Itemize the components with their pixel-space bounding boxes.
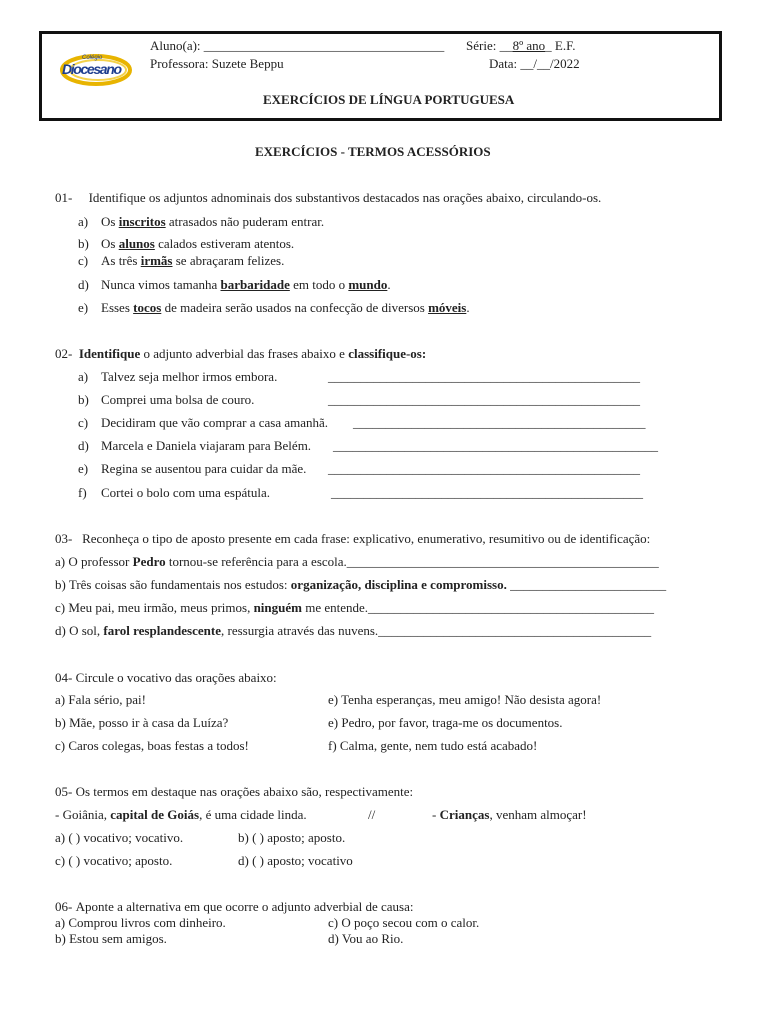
q4-prompt bbox=[55, 670, 277, 686]
q6-prompt-text: Aponte a alternativa em que ocorre o adjunto adverbial de causa: bbox=[75, 899, 414, 914]
q5-s2-post: , venham almoçar! bbox=[489, 807, 587, 822]
aluno-field bbox=[150, 38, 444, 54]
q5-s2-bold: Crianças bbox=[439, 807, 490, 822]
q4-sentence-left: a) Fala sério, pai! bbox=[55, 692, 146, 707]
aluno-label: Aluno(a): bbox=[150, 38, 201, 53]
q4-sentence-left: c) Caros colegas, boas festas a todos! bbox=[55, 738, 249, 753]
q5-option-d[interactable]: d) ( ) aposto; vocativo bbox=[238, 853, 353, 868]
q5-sentence-2 bbox=[432, 807, 587, 823]
q3-prompt bbox=[55, 531, 650, 547]
serie-suffix: E.F. bbox=[554, 38, 576, 53]
q6-number: 06- bbox=[55, 899, 73, 914]
q3-answer-blank[interactable]: ________________________________________________ bbox=[346, 554, 659, 569]
q1-highlight-1: tocos bbox=[133, 300, 162, 315]
q2-answer-blank[interactable]: _____________________________________________ bbox=[353, 415, 646, 430]
q1-item-mid: atrasados não puderam entrar. bbox=[165, 214, 325, 229]
logo-name-text: Diocesano bbox=[62, 61, 122, 77]
q1-item-letter: a) bbox=[78, 214, 89, 229]
q1-item-pre: Os bbox=[101, 236, 119, 251]
q2-item-letter: a) bbox=[78, 369, 89, 384]
q6-prompt bbox=[55, 899, 413, 915]
q3-prompt-text: Reconheça o tipo de aposto presente em cada frase: explicativo, enumerativo, resumitivo ou de identificação: bbox=[82, 531, 651, 546]
q1-highlight-2: móveis bbox=[428, 300, 467, 315]
q3-item-post: me entende. bbox=[301, 600, 369, 615]
q2-item bbox=[78, 485, 270, 501]
q6-option-c[interactable]: c) O poço secou com o calor. bbox=[328, 915, 480, 930]
q3-answer-blank[interactable]: ____________________________________________ bbox=[368, 600, 655, 615]
q2-item-text: Decidiram que vão comprar a casa amanhã. bbox=[101, 415, 329, 430]
q3-item-bold: organização, disciplina e compromisso. bbox=[290, 577, 507, 592]
q4-sentence-left: b) Mãe, posso ir à casa da Luíza? bbox=[55, 715, 229, 730]
q4-prompt-text: Circule o vocativo das orações abaixo: bbox=[75, 670, 277, 685]
q6-option-a[interactable]: a) Comprou livros com dinheiro. bbox=[55, 915, 226, 930]
q2-item-letter: c) bbox=[78, 415, 89, 430]
q1-item-letter: c) bbox=[78, 253, 89, 268]
q2-answer-blank[interactable]: ________________________________________________ bbox=[328, 392, 640, 407]
data-label: Data: bbox=[489, 56, 518, 71]
professora-text: Professora: Suzete Beppu bbox=[150, 56, 284, 71]
q1-highlight-1: irmãs bbox=[140, 253, 173, 268]
q1-item bbox=[78, 277, 391, 293]
q1-item-mid: de madeira serão usados na confecção de diversos bbox=[161, 300, 429, 315]
q2-bold-1: Identifique bbox=[78, 346, 141, 361]
q1-number: 01- bbox=[55, 190, 73, 205]
serie-value: 8º ano bbox=[512, 38, 546, 53]
q2-answer-blank[interactable]: ________________________________________________ bbox=[331, 485, 643, 500]
q3-answer-blank[interactable]: ________________________ bbox=[510, 577, 667, 592]
q4-sentence-right: e) Tenha esperanças, meu amigo! Não desista agora! bbox=[328, 692, 602, 707]
q1-item-pre: As três bbox=[101, 253, 141, 268]
q1-item-pre: Esses bbox=[101, 300, 134, 315]
q5-s1-bold: capital de Goiás bbox=[110, 807, 200, 822]
q5-sentence-1 bbox=[55, 807, 307, 823]
q2-item bbox=[78, 392, 254, 408]
q2-item-letter: e) bbox=[78, 461, 89, 476]
q1-item bbox=[78, 236, 294, 252]
q1-highlight-1: inscritos bbox=[118, 214, 166, 229]
q3-item-bold: Pedro bbox=[132, 554, 166, 569]
q3-item-bold: ninguém bbox=[253, 600, 302, 615]
q3-item-post: tornou-se referência para a escola. bbox=[165, 554, 347, 569]
q3-item-post: , ressurgia através das nuvens. bbox=[220, 623, 379, 638]
q5-prompt bbox=[55, 784, 413, 800]
serie-field: Série: __8º ano_ E.F. bbox=[466, 38, 576, 53]
q2-item-text: Comprei uma bolsa de couro. bbox=[101, 392, 255, 407]
q1-item-letter: b) bbox=[78, 236, 89, 251]
q3-item bbox=[55, 554, 659, 570]
q2-answer-blank[interactable]: ________________________________________________ bbox=[328, 369, 640, 384]
q6-option-d[interactable]: d) Vou ao Rio. bbox=[328, 931, 404, 946]
q1-highlight-1: alunos bbox=[118, 236, 155, 251]
page-title: EXERCÍCIOS DE LÍNGUA PORTUGUESA bbox=[263, 92, 515, 107]
q2-answer-blank[interactable]: ________________________________________________ bbox=[328, 461, 640, 476]
q2-item-text: Cortei o bolo com uma espátula. bbox=[101, 485, 270, 500]
subtitle: EXERCÍCIOS - TERMOS ACESSÓRIOS bbox=[255, 144, 491, 159]
q2-item-letter: d) bbox=[78, 438, 89, 453]
q1-highlight-1: barbaridade bbox=[220, 277, 290, 292]
q3-number: 03- bbox=[55, 531, 73, 546]
q1-item-mid: em todo o bbox=[289, 277, 349, 292]
q5-s2-pre: - bbox=[432, 807, 440, 822]
q1-item bbox=[78, 300, 470, 316]
q5-option-c[interactable]: c) ( ) vocativo; aposto. bbox=[55, 853, 173, 868]
q1-item-mid: calados estiveram atentos. bbox=[154, 236, 295, 251]
q1-item-post: . bbox=[466, 300, 470, 315]
q2-item bbox=[78, 438, 311, 454]
data-field bbox=[489, 56, 580, 72]
q2-item-text: Talvez seja melhor irmos embora. bbox=[101, 369, 278, 384]
q1-item-post: . bbox=[387, 277, 391, 292]
q5-separator: // bbox=[368, 807, 376, 822]
q1-item bbox=[78, 214, 324, 230]
q1-item-letter: e) bbox=[78, 300, 89, 315]
data-value: __/__/2022 bbox=[520, 56, 580, 71]
q5-option-a[interactable]: a) ( ) vocativo; vocativo. bbox=[55, 830, 184, 845]
q3-item bbox=[55, 623, 651, 639]
q2-prompt bbox=[55, 346, 426, 362]
q3-item bbox=[55, 600, 654, 616]
q4-sentence-right: f) Calma, gente, nem tudo está acabado! bbox=[328, 738, 538, 753]
q1-item bbox=[78, 253, 284, 269]
q2-bold-2: classifique-os: bbox=[348, 346, 427, 361]
school-logo bbox=[58, 48, 132, 88]
q3-item-pre: b) Três coisas são fundamentais nos estudos: bbox=[55, 577, 291, 592]
aluno-blank: _____________________________________ bbox=[203, 38, 445, 53]
q1-highlight-2: mundo bbox=[348, 277, 388, 292]
q2-item-letter: b) bbox=[78, 392, 89, 407]
q1-item-pre: Os bbox=[101, 214, 119, 229]
q1-item-pre: Nunca vimos tamanha bbox=[101, 277, 221, 292]
q2-item-text: Marcela e Daniela viajaram para Belém. bbox=[101, 438, 312, 453]
q2-item bbox=[78, 461, 306, 477]
q5-s1-post: , é uma cidade linda. bbox=[199, 807, 307, 822]
q2-prompt-mid: o adjunto adverbial das frases abaixo e bbox=[140, 346, 349, 361]
q4-sentence-right: e) Pedro, por favor, traga-me os documentos. bbox=[328, 715, 563, 730]
logo-small-text: Colégio bbox=[82, 55, 103, 61]
q1-prompt-text: Identifique os adjuntos adnominais dos substantivos destacados nas orações abaixo, circulando-os. bbox=[88, 190, 602, 205]
q2-item-letter: f) bbox=[78, 485, 87, 500]
q3-answer-blank[interactable]: __________________________________________ bbox=[378, 623, 652, 638]
q1-item-mid: se abraçaram felizes. bbox=[172, 253, 285, 268]
q2-item bbox=[78, 369, 277, 385]
q3-item-pre: d) O sol, bbox=[55, 623, 104, 638]
q5-prompt-text: Os termos em destaque nas orações abaixo são, respectivamente: bbox=[75, 784, 414, 799]
q1-prompt bbox=[55, 190, 601, 206]
q2-answer-blank[interactable]: __________________________________________________ bbox=[333, 438, 658, 453]
q6-option-b[interactable]: b) Estou sem amigos. bbox=[55, 931, 167, 946]
q3-item-pre: c) Meu pai, meu irmão, meus primos, bbox=[55, 600, 254, 615]
serie-label: Série: bbox=[466, 38, 497, 53]
q5-option-b[interactable]: b) ( ) aposto; aposto. bbox=[238, 830, 346, 845]
q1-item-letter: d) bbox=[78, 277, 89, 292]
q2-number: 02- bbox=[55, 346, 73, 361]
q3-item-bold: farol resplandescente bbox=[103, 623, 221, 638]
q5-number: 05- bbox=[55, 784, 73, 799]
q4-number: 04- bbox=[55, 670, 73, 685]
q3-item-pre: a) O professor bbox=[55, 554, 133, 569]
q2-item-text: Regina se ausentou para cuidar da mãe. bbox=[101, 461, 307, 476]
q2-item bbox=[78, 415, 328, 431]
q5-s1-pre: - Goiânia, bbox=[55, 807, 111, 822]
q3-item bbox=[55, 577, 666, 593]
